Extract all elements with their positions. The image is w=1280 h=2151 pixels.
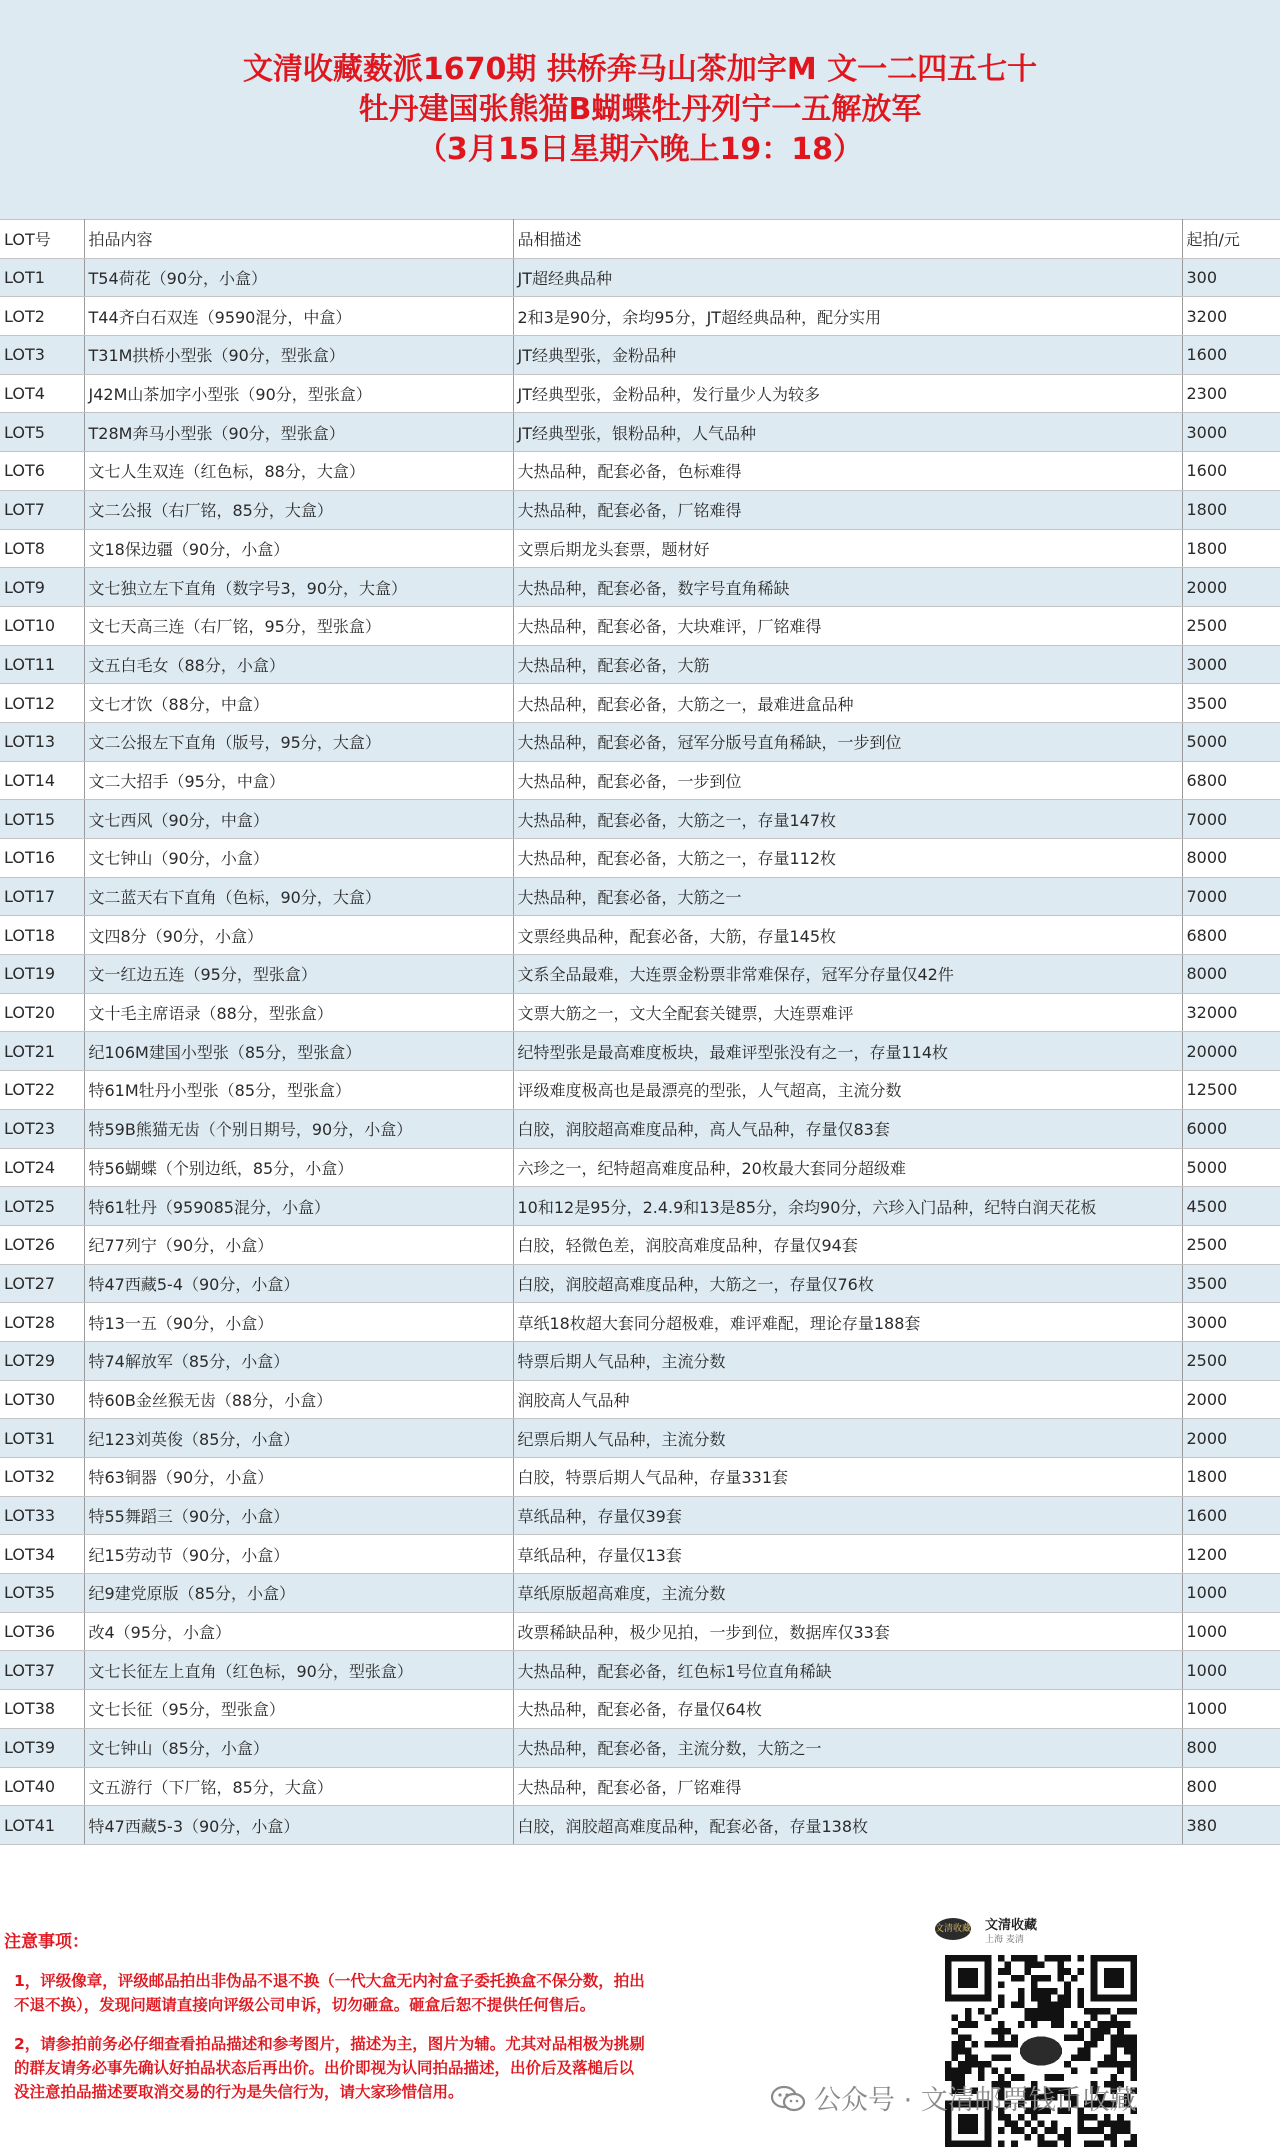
lot-number: LOT16	[0, 839, 84, 878]
title-line-1: 文清收藏薮派1670期 拱桥奔马山茶加字M 文一二四五七十	[242, 52, 1038, 87]
lot-number: LOT32	[0, 1458, 84, 1497]
lot-start-price: 3000	[1182, 1303, 1280, 1342]
table-row	[0, 645, 1280, 684]
lot-start-price: 4500	[1182, 1187, 1280, 1226]
lot-condition: 白胶，润胶超高难度品种，配套必备，存量138枚	[513, 1806, 1182, 1845]
title-banner	[0, 0, 1280, 219]
lot-number: LOT37	[0, 1651, 84, 1690]
lot-condition: 大热品种，配套必备，大筋之一	[513, 877, 1182, 916]
lot-content: 文七长征左上直角（红色标，90分，型张盒）	[84, 1651, 513, 1690]
note-2-line-3: 没注意拍品描述要取消交易的行为是失信行为，请大家珍惜信用。	[14, 2083, 464, 2101]
lot-condition: 评级难度极高也是最漂亮的型张，人气超高，主流分数	[513, 1071, 1182, 1110]
lot-condition: JT经典型张，金粉品种	[513, 336, 1182, 375]
brand-subtitle: 上海 麦清	[985, 1935, 1024, 1945]
lot-start-price: 1800	[1182, 529, 1280, 568]
lot-condition: 白胶，润胶超高难度品种，高人气品种，存量仅83套	[513, 1109, 1182, 1148]
lot-number: LOT29	[0, 1341, 84, 1380]
lot-content: 文七天高三连（右厂铭，95分，型张盒）	[84, 606, 513, 645]
table-row	[0, 1806, 1280, 1845]
lot-number: LOT4	[0, 374, 84, 413]
lot-start-price: 32000	[1182, 993, 1280, 1032]
lot-number: LOT31	[0, 1419, 84, 1458]
table-row	[0, 1341, 1280, 1380]
lot-content: 文七独立左下直角（数字号3，90分，大盒）	[84, 568, 513, 607]
lot-start-price: 3000	[1182, 413, 1280, 452]
lot-content: 纪106M建国小型张（85分，型张盒）	[84, 1032, 513, 1071]
table-row	[0, 1303, 1280, 1342]
lot-number: LOT6	[0, 452, 84, 491]
lot-number: LOT28	[0, 1303, 84, 1342]
table-header-row	[0, 220, 1280, 259]
lot-start-price: 1600	[1182, 1496, 1280, 1535]
table-row	[0, 1458, 1280, 1497]
notes-heading: 注意事项：	[4, 1932, 89, 1952]
lot-number: LOT35	[0, 1574, 84, 1613]
table-row	[0, 1728, 1280, 1767]
table-row	[0, 877, 1280, 916]
lot-number: LOT24	[0, 1148, 84, 1187]
title-line-3: （3月15日星期六晚上19：18）	[416, 132, 864, 167]
lot-number: LOT1	[0, 258, 84, 297]
wechat-watermark	[770, 2078, 1137, 2118]
note-2-line-2: 的群友请务必事先确认好拍品状态后再出价。出价即视为认同拍品描述，出价后及落槌后以	[14, 2059, 635, 2077]
table-row	[0, 1612, 1280, 1651]
lot-number: LOT19	[0, 955, 84, 994]
lot-condition: 大热品种，配套必备，厂铭难得	[513, 1767, 1182, 1806]
lot-start-price: 1800	[1182, 490, 1280, 529]
lot-content: 特61M牡丹小型张（85分，型张盒）	[84, 1071, 513, 1110]
lot-number: LOT12	[0, 684, 84, 723]
lot-start-price: 380	[1182, 1806, 1280, 1845]
lot-condition: 白胶，润胶超高难度品种，大筋之一，存量仅76枚	[513, 1264, 1182, 1303]
table-row	[0, 722, 1280, 761]
lot-content: 特74解放军（85分，小盒）	[84, 1341, 513, 1380]
lot-condition: 特票后期人气品种，主流分数	[513, 1341, 1182, 1380]
lot-start-price: 8000	[1182, 955, 1280, 994]
note-1-line-1: 1，评级像章，评级邮品拍出非伪品不退不换（一代大盒无内衬盒子委托换盒不保分数，拍出	[14, 1972, 645, 1990]
lot-content: 特47西藏5-3（90分，小盒）	[84, 1806, 513, 1845]
lot-table	[0, 219, 1280, 1845]
lot-number: LOT8	[0, 529, 84, 568]
lot-content: 文五白毛女（88分，小盒）	[84, 645, 513, 684]
table-row	[0, 1380, 1280, 1419]
lot-content: 纪77列宁（90分，小盒）	[84, 1225, 513, 1264]
lot-number: LOT9	[0, 568, 84, 607]
lot-content: 文二大招手（95分，中盒）	[84, 761, 513, 800]
lot-number: LOT7	[0, 490, 84, 529]
lot-content: 文五游行（下厂铭，85分，大盒）	[84, 1767, 513, 1806]
lot-content: 文七西风（90分，中盒）	[84, 800, 513, 839]
lot-start-price: 2500	[1182, 606, 1280, 645]
lot-start-price: 1000	[1182, 1651, 1280, 1690]
lot-content: 文七钟山（85分，小盒）	[84, 1728, 513, 1767]
lot-condition: 草纸18枚超大套同分超极难，难评难配，理论存量188套	[513, 1303, 1182, 1342]
lot-content: 特60B金丝猴无齿（88分，小盒）	[84, 1380, 513, 1419]
lot-start-price: 5000	[1182, 722, 1280, 761]
lot-content: 文二公报（右厂铭，85分，大盒）	[84, 490, 513, 529]
qr-code-icon	[945, 1955, 1137, 2147]
lot-start-price: 1000	[1182, 1612, 1280, 1651]
lot-content: 文18保边疆（90分，小盒）	[84, 529, 513, 568]
lot-condition: JT经典型张，银粉品种，人气品种	[513, 413, 1182, 452]
brand-name: 文清收藏	[985, 1918, 1038, 1933]
table-row	[0, 1032, 1280, 1071]
lot-condition: 大热品种，配套必备，大筋	[513, 645, 1182, 684]
lot-content: 特47西藏5-4（90分，小盒）	[84, 1264, 513, 1303]
table-row	[0, 1651, 1280, 1690]
table-row	[0, 258, 1280, 297]
lot-content: 特63铜器（90分，小盒）	[84, 1458, 513, 1497]
lot-content: T28M奔马小型张（90分，型张盒）	[84, 413, 513, 452]
table-row	[0, 1690, 1280, 1729]
table-row	[0, 336, 1280, 375]
lot-start-price: 3500	[1182, 684, 1280, 723]
title-line-2: 牡丹建国张熊猫B蝴蝶牡丹列宁一五解放军	[358, 92, 922, 127]
header-start-price: 起拍/元	[1182, 220, 1280, 259]
lot-start-price: 8000	[1182, 839, 1280, 878]
lot-start-price: 20000	[1182, 1032, 1280, 1071]
lot-content: 纪9建党原版（85分，小盒）	[84, 1574, 513, 1613]
lot-start-price: 7000	[1182, 877, 1280, 916]
lot-number: LOT30	[0, 1380, 84, 1419]
lot-start-price: 2300	[1182, 374, 1280, 413]
table-row	[0, 606, 1280, 645]
lot-number: LOT18	[0, 916, 84, 955]
lot-number: LOT27	[0, 1264, 84, 1303]
lot-start-price: 12500	[1182, 1071, 1280, 1110]
lot-start-price: 800	[1182, 1728, 1280, 1767]
table-row	[0, 800, 1280, 839]
watermark-text: 公众号 · 文清邮票钱币收藏	[814, 2085, 1137, 2116]
lot-condition: JT超经典品种	[513, 258, 1182, 297]
lot-number: LOT34	[0, 1535, 84, 1574]
lot-condition: 2和3是90分，余均95分，JT超经典品种，配分实用	[513, 297, 1182, 336]
lot-start-price: 3500	[1182, 1264, 1280, 1303]
table-row	[0, 374, 1280, 413]
lot-number: LOT10	[0, 606, 84, 645]
lot-condition: 白胶，轻微色差，润胶高难度品种，存量仅94套	[513, 1225, 1182, 1264]
lot-number: LOT13	[0, 722, 84, 761]
lot-content: 纪123刘英俊（85分，小盒）	[84, 1419, 513, 1458]
lot-start-price: 2500	[1182, 1225, 1280, 1264]
table-row	[0, 993, 1280, 1032]
lot-condition: 大热品种，配套必备，大筋之一，存量112枚	[513, 839, 1182, 878]
brand-header	[935, 1912, 1135, 1952]
header-content: 拍品内容	[84, 220, 513, 259]
lot-condition: 六珍之一，纪特超高难度品种，20枚最大套同分超级难	[513, 1148, 1182, 1187]
table-row	[0, 413, 1280, 452]
lot-condition: 文票后期龙头套票，题材好	[513, 529, 1182, 568]
lot-content: 特56蝴蝶（个别边纸，85分，小盒）	[84, 1148, 513, 1187]
lot-condition: 大热品种，配套必备，色标难得	[513, 452, 1182, 491]
lot-start-price: 3200	[1182, 297, 1280, 336]
lot-number: LOT5	[0, 413, 84, 452]
table-row	[0, 1225, 1280, 1264]
lot-content: 文七才饮（88分，中盒）	[84, 684, 513, 723]
lot-start-price: 1600	[1182, 336, 1280, 375]
lot-condition: 白胶，特票后期人气品种，存量331套	[513, 1458, 1182, 1497]
lot-condition: 草纸品种，存量仅13套	[513, 1535, 1182, 1574]
table-row	[0, 529, 1280, 568]
lot-start-price: 800	[1182, 1767, 1280, 1806]
lot-condition: 大热品种，配套必备，厂铭难得	[513, 490, 1182, 529]
lot-number: LOT39	[0, 1728, 84, 1767]
lot-start-price: 2000	[1182, 1380, 1280, 1419]
lot-start-price: 1200	[1182, 1535, 1280, 1574]
lot-condition: 大热品种，配套必备，存量仅64枚	[513, 1690, 1182, 1729]
lot-condition: 10和12是95分，2.4.9和13是85分，余均90分，六珍入门品种，纪特白润天花板	[513, 1187, 1182, 1226]
lot-condition: 草纸原版超高难度，主流分数	[513, 1574, 1182, 1613]
wechat-icon	[770, 2085, 806, 2113]
lot-content: 文七钟山（90分，小盒）	[84, 839, 513, 878]
lot-condition: 大热品种，配套必备，一步到位	[513, 761, 1182, 800]
note-1-line-2: 不退不换），发现问题请直接向评级公司申诉，切勿砸盒。砸盒后恕不提供任何售后。	[14, 1996, 596, 2014]
table-row	[0, 1535, 1280, 1574]
lot-start-price: 2500	[1182, 1341, 1280, 1380]
table-row	[0, 839, 1280, 878]
lot-condition: 大热品种，配套必备，大筋之一，最难进盒品种	[513, 684, 1182, 723]
lot-start-price: 2000	[1182, 1419, 1280, 1458]
note-2-line-1: 2，请参拍前务必仔细查看拍品描述和参考图片，描述为主，图片为辅。尤其对品相极为挑剔	[14, 2035, 645, 2053]
lot-condition: 大热品种，配套必备，主流分数，大筋之一	[513, 1728, 1182, 1767]
lot-content: T31M拱桥小型张（90分，型张盒）	[84, 336, 513, 375]
lot-content: 特55舞蹈三（90分，小盒）	[84, 1496, 513, 1535]
table-row	[0, 916, 1280, 955]
lot-condition: 大热品种，配套必备，数字号直角稀缺	[513, 568, 1182, 607]
lot-number: LOT17	[0, 877, 84, 916]
lot-content: 文十毛主席语录（88分，型张盒）	[84, 993, 513, 1032]
lot-number: LOT33	[0, 1496, 84, 1535]
lot-start-price: 6800	[1182, 916, 1280, 955]
lot-content: 文二蓝天右下直角（色标，90分，大盒）	[84, 877, 513, 916]
lot-start-price: 5000	[1182, 1148, 1280, 1187]
lot-number: LOT2	[0, 297, 84, 336]
lot-condition: 纪特型张是最高难度板块，最难评型张没有之一，存量114枚	[513, 1032, 1182, 1071]
lot-start-price: 6000	[1182, 1109, 1280, 1148]
lot-content: T44齐白石双连（9590混分，中盒）	[84, 297, 513, 336]
lot-number: LOT23	[0, 1109, 84, 1148]
lot-number: LOT40	[0, 1767, 84, 1806]
lot-content: 文七长征（95分，型张盒）	[84, 1690, 513, 1729]
lot-number: LOT3	[0, 336, 84, 375]
lot-number: LOT38	[0, 1690, 84, 1729]
lot-content: 特59B熊猫无齿（个别日期号，90分，小盒）	[84, 1109, 513, 1148]
table-row	[0, 1109, 1280, 1148]
lot-content: 文七人生双连（红色标，88分，大盒）	[84, 452, 513, 491]
lot-number: LOT36	[0, 1612, 84, 1651]
table-row	[0, 490, 1280, 529]
lot-number: LOT22	[0, 1071, 84, 1110]
lot-start-price: 6800	[1182, 761, 1280, 800]
lot-condition: 大热品种，配套必备，大筋之一，存量147枚	[513, 800, 1182, 839]
lot-start-price: 300	[1182, 258, 1280, 297]
table-row	[0, 1148, 1280, 1187]
lot-content: 纪15劳动节（90分，小盒）	[84, 1535, 513, 1574]
lot-content: 改4（95分，小盒）	[84, 1612, 513, 1651]
lot-start-price: 3000	[1182, 645, 1280, 684]
lot-content: 文二公报左下直角（版号，95分，大盒）	[84, 722, 513, 761]
lot-content: 特61牡丹（959085混分，小盒）	[84, 1187, 513, 1226]
lot-condition: 大热品种，配套必备，红色标1号位直角稀缺	[513, 1651, 1182, 1690]
lot-start-price: 2000	[1182, 568, 1280, 607]
lot-start-price: 7000	[1182, 800, 1280, 839]
header-lot: LOT号	[0, 220, 84, 259]
table-row	[0, 1767, 1280, 1806]
lot-start-price: 1000	[1182, 1690, 1280, 1729]
lot-number: LOT20	[0, 993, 84, 1032]
lot-condition: 改票稀缺品种，极少见拍，一步到位，数据库仅33套	[513, 1612, 1182, 1651]
lot-content: J42M山茶加字小型张（90分，型张盒）	[84, 374, 513, 413]
lot-start-price: 1600	[1182, 452, 1280, 491]
lot-content: 文一红边五连（95分，型张盒）	[84, 955, 513, 994]
lot-number: LOT11	[0, 645, 84, 684]
lot-condition: 大热品种，配套必备，冠军分版号直角稀缺，一步到位	[513, 722, 1182, 761]
lot-condition: 大热品种，配套必备，大块难评，厂铭难得	[513, 606, 1182, 645]
lot-number: LOT26	[0, 1225, 84, 1264]
table-row	[0, 297, 1280, 336]
lot-condition: 文票经典品种，配套必备，大筋，存量145枚	[513, 916, 1182, 955]
lot-condition: 文票大筋之一，文大全配套关键票，大连票难评	[513, 993, 1182, 1032]
table-row	[0, 1264, 1280, 1303]
lot-content: 特13一五（90分，小盒）	[84, 1303, 513, 1342]
table-row	[0, 452, 1280, 491]
lot-condition: 文系全品最难，大连票金粉票非常难保存，冠军分存量仅42件	[513, 955, 1182, 994]
lot-number: LOT41	[0, 1806, 84, 1845]
header-condition: 品相描述	[513, 220, 1182, 259]
lot-start-price: 1800	[1182, 1458, 1280, 1497]
lot-number: LOT21	[0, 1032, 84, 1071]
table-row	[0, 568, 1280, 607]
table-row	[0, 1574, 1280, 1613]
lot-condition: 润胶高人气品种	[513, 1380, 1182, 1419]
lot-condition: 草纸品种，存量仅39套	[513, 1496, 1182, 1535]
table-row	[0, 1187, 1280, 1226]
lot-number: LOT14	[0, 761, 84, 800]
table-row	[0, 1419, 1280, 1458]
lot-content: 文四8分（90分，小盒）	[84, 916, 513, 955]
lot-start-price: 1000	[1182, 1574, 1280, 1613]
table-row	[0, 684, 1280, 723]
table-row	[0, 1071, 1280, 1110]
lot-condition: 纪票后期人气品种，主流分数	[513, 1419, 1182, 1458]
table-row	[0, 1496, 1280, 1535]
lot-content: T54荷花（90分，小盒）	[84, 258, 513, 297]
brand-logo: 文清收藏	[935, 1918, 971, 1940]
lot-condition: JT经典型张，金粉品种，发行量少人为较多	[513, 374, 1182, 413]
lot-number: LOT15	[0, 800, 84, 839]
lot-number: LOT25	[0, 1187, 84, 1226]
table-row	[0, 761, 1280, 800]
lot-table-body	[0, 258, 1280, 1844]
table-row	[0, 955, 1280, 994]
